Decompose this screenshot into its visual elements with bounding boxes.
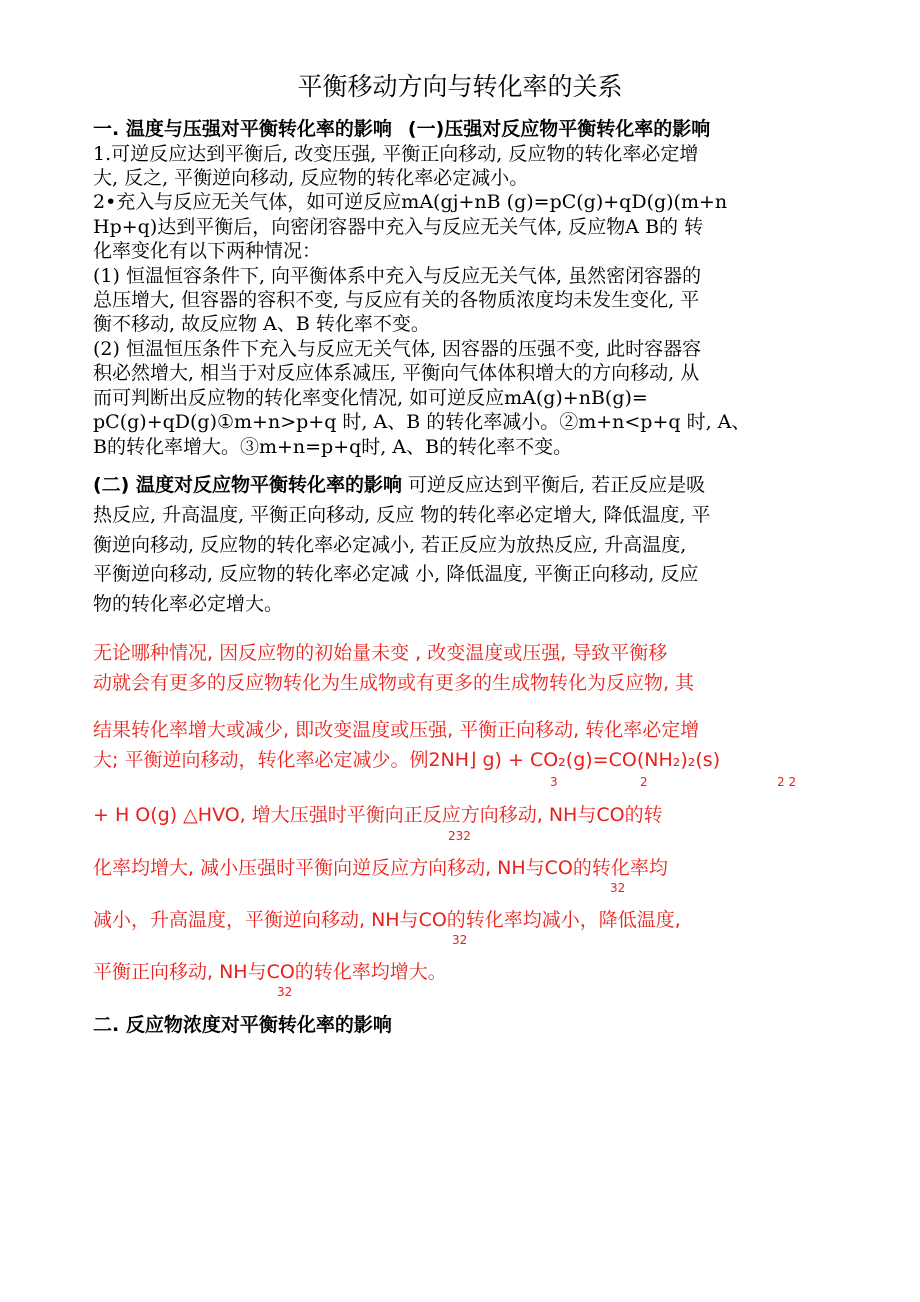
paragraph-line: 总压增大, 但容器的容积不变, 与反应有关的各物质浓度均未发生变化, 平 — [93, 289, 700, 311]
paragraph-line: 而可判断出反应物的转化率变化情况, 如可逆反应mA(g)+nB(g)= — [93, 387, 648, 409]
paragraph-line: (2) 恒温恒压条件下充入与反应无关气体, 因容器的压强不变, 此时容器容 — [93, 338, 702, 360]
subscript: 32 — [277, 985, 293, 999]
subscript: 2 — [640, 775, 648, 789]
paragraph-line: 2•充入与反应无关气体，如可逆反应mA(gj+nB (g)=pC(g)+qD(g)(m+n — [93, 191, 728, 213]
paragraph-line: 化率变化有以下两种情况： — [93, 240, 322, 262]
subsection-1-heading: (一)压强对反应物平衡转化率的影响 — [407, 118, 711, 140]
paragraph-line: pC(g)+qD(g)①m+n>p+q 时, A、B 的转化率减小。②m+n<p+q 时, A、 — [93, 411, 751, 433]
subscript: 232 — [448, 829, 471, 843]
section-2-heading: 二. 反应物浓度对平衡转化率的影响 — [93, 1014, 392, 1036]
subsection-2-line — [93, 472, 705, 498]
section-1-heading: 一. 温度与压强对平衡转化率的影响 — [93, 118, 392, 140]
red-paragraph-line: 无论哪种情况, 因反应物的初始量未变 , 改变温度或压强, 导致平衡移 — [93, 642, 668, 664]
subsection-2-heading: (二) 温度对反应物平衡转化率的影响 — [93, 474, 402, 496]
subscript: 32 — [610, 881, 626, 895]
subscript: 32 — [452, 933, 468, 947]
paragraph-line: 衡逆向移动, 反应物的转化率必定减小, 若正反应为放热反应, 升高温度, — [93, 534, 687, 556]
red-paragraph-line: 大; 平衡逆向移动，转化率必定减少。例2NH⌋ g) + CO₂(g)=CO(NH₂)₂(s) — [93, 749, 721, 771]
paragraph-line: 衡不移动, 故反应物 A、B 转化率不变。 — [93, 313, 430, 335]
red-paragraph-line: 结果转化率增大或减少, 即改变温度或压强, 平衡正向移动, 转化率必定增 — [93, 719, 700, 741]
page-title: 平衡移动方向与转化率的关系 — [297, 72, 623, 101]
red-paragraph-line: 化率均增大, 减小压强时平衡向逆反应方向移动, NH与CO的转化率均 — [93, 857, 668, 879]
subscript: 2 2 — [777, 775, 797, 789]
paragraph-line: 物的转化率必定增大。 — [93, 593, 284, 615]
paragraph-line: 平衡逆向移动, 反应物的转化率必定减 小, 降低温度, 平衡正向移动, 反应 — [93, 563, 699, 585]
red-paragraph-line: + H O(g) △HVO, 增大压强时平衡向正反应方向移动, NH与CO的转 — [93, 804, 663, 826]
red-paragraph-line: 动就会有更多的反应物转化为生成物或有更多的生成物转化为反应物, 其 — [93, 672, 695, 694]
red-paragraph-line: 平衡正向移动, NH与CO的转化率均增大。 — [93, 961, 447, 983]
paragraph-line: 热反应, 升高温度, 平衡正向移动, 反应 物的转化率必定增大, 降低温度, 平 — [93, 504, 711, 526]
paragraph-line: 1.可逆反应达到平衡后, 改变压强, 平衡正向移动, 反应物的转化率必定增 — [93, 143, 699, 165]
red-paragraph-line: 减小，升高温度，平衡逆向移动, NH与CO的转化率均减小，降低温度, — [93, 909, 681, 931]
paragraph-text: 可逆反应达到平衡后, 若正反应是吸 — [401, 474, 706, 496]
paragraph-line: Hp+q)达到平衡后，向密闭容器中充入与反应无关气体, 反应物A B的 转 — [93, 216, 704, 238]
paragraph-line: 大, 反之, 平衡逆向移动, 反应物的转化率必定减小。 — [93, 167, 529, 189]
subscript: 3 — [550, 775, 558, 789]
section-1-heading-line — [93, 117, 710, 141]
paragraph-line: 积必然增大, 相当于对反应体系减压, 平衡向气体体积增大的方向移动, 从 — [93, 362, 700, 384]
paragraph-line: B的转化率增大。③m+n=p+q时, A、B的转化率不变。 — [93, 436, 573, 458]
paragraph-line: (1) 恒温恒容条件下, 向平衡体系中充入与反应无关气体, 虽然密闭容器的 — [93, 265, 702, 287]
